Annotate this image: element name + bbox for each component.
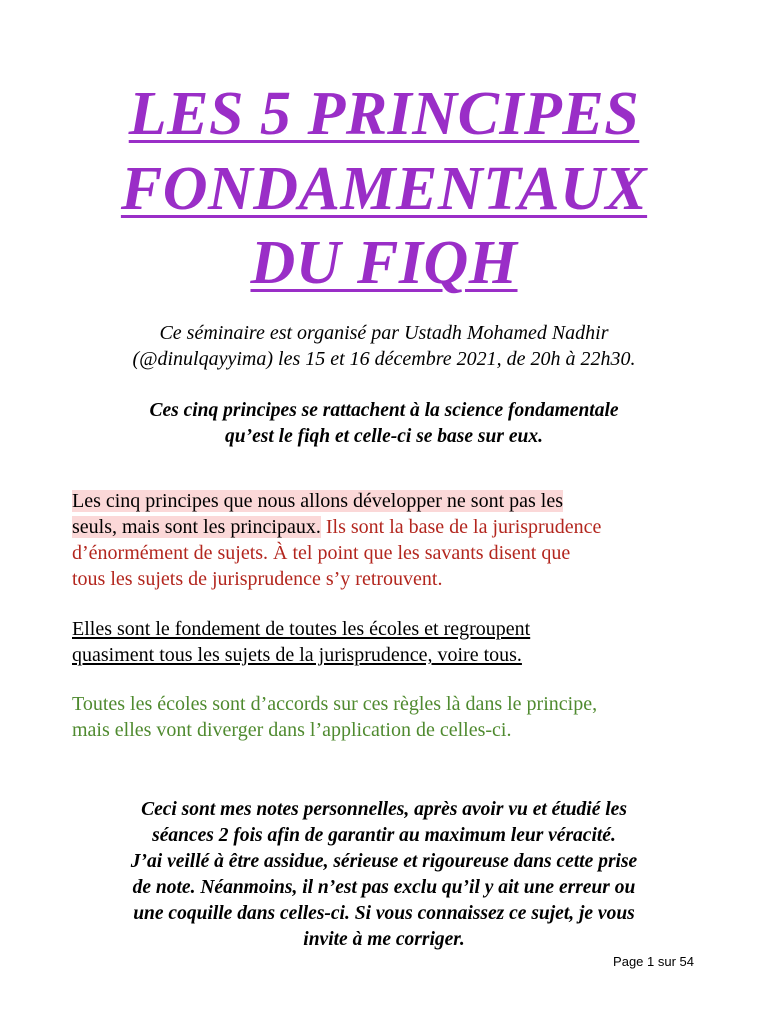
title-line-1: LES 5 PRINCIPES [128,80,640,148]
title-line-2: FONDAMENTAUX [120,155,648,223]
summary-line-1: Ces cinq principes se rattachent à la science fondamentale [149,400,619,421]
summary-statement [0,398,768,450]
highlighted-text-1: Les cinq principes que nous allons développer ne sont pas les [72,490,563,512]
notes-line-5: une coquille dans celles-ci. Si vous connaissez ce sujet, je vous [133,903,635,924]
notes-line-2: séances 2 fois afin de garantir au maximum leur véracité. [152,825,616,846]
personal-notes-disclaimer [0,797,768,953]
paragraph-schools [72,691,712,743]
schools-line-2: mais elles vont diverger dans l’application de celles-ci. [72,719,512,741]
notes-line-1: Ceci sont mes notes personnelles, après avoir vu et étudié les [141,799,627,820]
notes-line-6: invite à me corriger. [303,929,465,950]
intro-line-2: (@dinulqayyima) les 15 et 16 décembre 2021, de 20h à 22h30. [132,348,636,370]
paragraph-foundation [72,616,712,668]
intro-line-1: Ce séminaire est organisé par Ustadh Mohamed Nadhir [159,322,609,344]
seminar-intro [0,320,768,372]
schools-line-1: Toutes les écoles sont d’accords sur ces règles là dans le principe, [72,693,598,715]
red-text-2: d’énormément de sujets. À tel point que les savants disent que [72,542,571,564]
page-number: Page 1 sur 54 [613,954,694,969]
foundation-line-2: quasiment tous les sujets de la jurisprudence, voire tous. [72,644,522,666]
red-text-1: Ils sont la base de la jurisprudence [325,516,602,538]
red-text-3: tous les sujets de jurisprudence s’y retrouvent. [72,568,443,590]
notes-line-4: de note. Néanmoins, il n’est pas exclu qu’il y ait une erreur ou [132,877,636,898]
summary-line-2: qu’est le fiqh et celle-ci se base sur eux. [225,426,543,447]
paragraph-principles [72,488,712,592]
highlighted-text-2: seuls, mais sont les principaux. [72,516,321,538]
title-line-3: DU FIQH [250,229,518,297]
foundation-line-1: Elles sont le fondement de toutes les écoles et regroupent [72,618,531,640]
notes-line-3: J’ai veillé à être assidue, sérieuse et rigoureuse dans cette prise [130,851,638,872]
